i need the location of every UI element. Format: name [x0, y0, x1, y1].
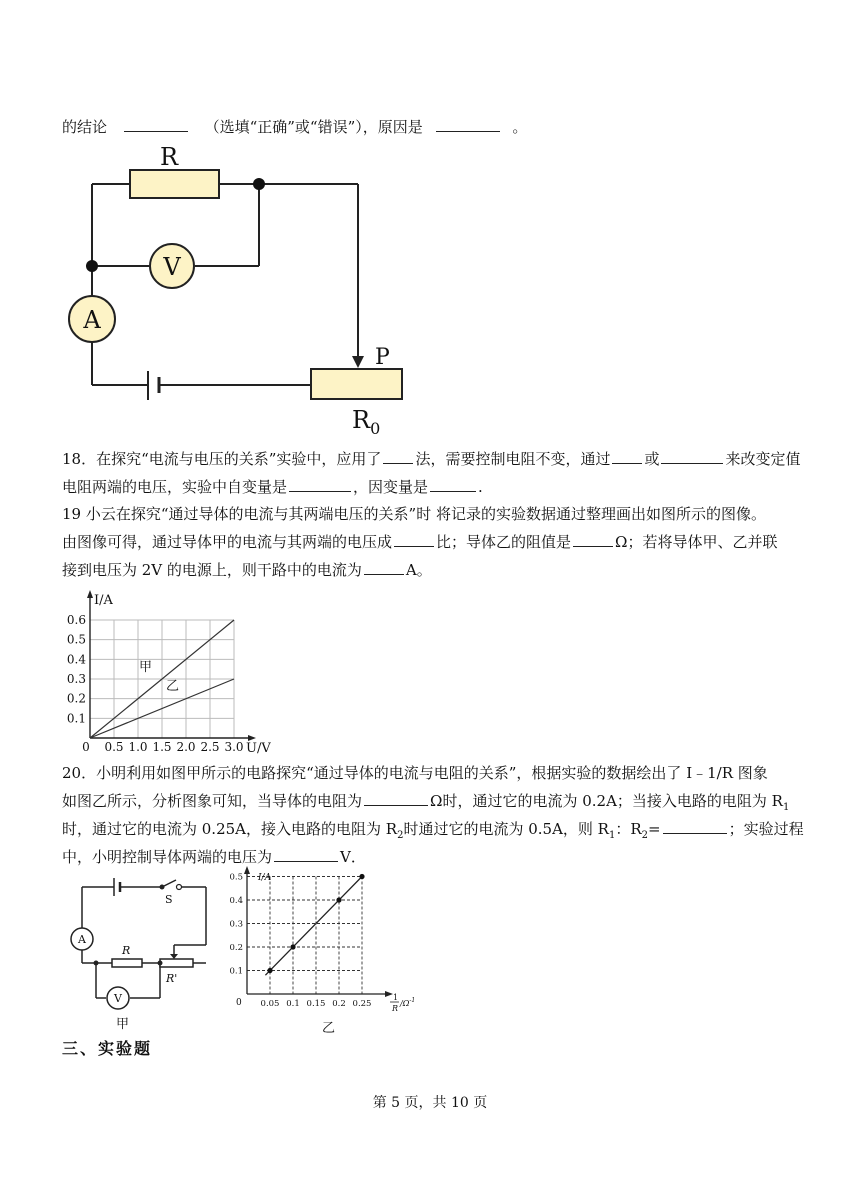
rheostat-label: R' — [166, 972, 178, 985]
x-tick-label: 0.1 — [286, 999, 300, 1009]
i-vs-inverse-r-graph — [225, 862, 430, 1040]
y-tick-label: 0.4 — [66, 652, 86, 667]
y-axis-arrow — [244, 866, 250, 874]
page-footer: 第 5 页，共 10 页 — [372, 1095, 488, 1111]
answer-blank — [663, 818, 727, 834]
x-tick-label: 0.05 — [260, 999, 280, 1009]
answer-blank — [430, 476, 476, 492]
y-axis-label: I/A — [258, 873, 272, 883]
y-axis-arrow — [87, 590, 93, 598]
x-tick-label: 1.0 — [128, 740, 148, 754]
origin-label: 0 — [236, 998, 242, 1008]
question-20-line-3: 时，通过它的电流为 0.25A，接入电路的电阻为 $R_2$时通过它的电流为 0.5A，则 $R_1$：$R_2=$ ；实验过程 — [62, 820, 804, 841]
voltmeter-label: V — [163, 253, 181, 281]
junction-dot — [158, 961, 163, 966]
x-tick-label: 0 — [82, 740, 90, 754]
iu-graph — [56, 586, 286, 758]
question-18-line-2: 电阻两端的电压，实验中自变量是 ，因变量是 . — [62, 478, 483, 496]
x-tick-label: 0.5 — [104, 740, 124, 754]
y-tick-label: 0.2 — [229, 943, 243, 953]
switch-label: S — [165, 893, 173, 906]
chart-axes — [244, 866, 393, 997]
rheostat-r0 — [311, 369, 402, 399]
x-axis-label-unit: $/\Omega^{-1}$ — [400, 997, 416, 1008]
switch-pivot — [160, 885, 165, 890]
junction-dot — [253, 178, 265, 190]
chart-tick-labels — [229, 873, 371, 1010]
resistor-label: R — [160, 143, 179, 171]
x-axis-label: U/V — [246, 741, 271, 756]
series-label-jia: 甲 — [139, 660, 153, 675]
figure-caption-yi: 乙 — [322, 1021, 336, 1036]
data-point — [359, 874, 364, 879]
resistor-r — [130, 170, 219, 198]
chart-series — [265, 874, 364, 975]
data-point — [267, 968, 272, 973]
x-tick-label: 2.5 — [200, 740, 220, 754]
data-point — [336, 897, 341, 902]
rheostat-r-prime — [160, 959, 193, 967]
x-axis-label-numerator: 1 — [393, 993, 399, 1002]
y-tick-label: 0.2 — [66, 691, 86, 706]
ammeter-label: A — [78, 933, 86, 946]
x-tick-label: 0.15 — [306, 999, 326, 1009]
question-19-line-2: 由图像可得，通过导体甲的电流与其两端的电压成 比；导体乙的阻值是 Ω；若将导体甲、乙并联 — [62, 533, 778, 551]
question-19-line-3: 接到电压为 2V 的电源上，则干路中的电流为 A。 — [62, 561, 432, 579]
question-20-line-2: 如图乙所示，分析图象可知，当导体的电阻为 Ω时，通过它的电流为 0.2A；当接入电路的电阻为 $R_1$ — [62, 792, 790, 813]
x-tick-label: 1.5 — [152, 740, 172, 754]
rheostat-label: $R_0$ — [352, 406, 381, 438]
question-20-line-1: 20．小明利用如图甲所示的电路探究“通过导体的电流与电阻的关系”，根据实验的数据绘出了 I﹣1/R 图象 — [62, 764, 768, 782]
x-axis-label-denominator: R — [392, 1004, 399, 1013]
answer-blank — [383, 448, 413, 464]
junction-dot — [86, 260, 98, 272]
x-tick-label: 2.0 — [176, 740, 196, 754]
question-18-line-1: 18．在探究“电流与电压的关系”实验中，应用了 法，需要控制电阻不变，通过 或 来改变定值 — [62, 450, 801, 468]
circuit-diagram-1 — [0, 0, 860, 450]
x-tick-label: 0.2 — [332, 999, 346, 1009]
answer-blank — [289, 476, 351, 492]
intro-line: 的结论 （选填“正确”或“错误”），原因是 。 — [62, 118, 528, 136]
voltmeter-label: V — [114, 992, 122, 1005]
answer-blank — [364, 559, 404, 575]
answer-blank — [364, 790, 428, 806]
answer-blank — [661, 448, 723, 464]
y-tick-label: 0.5 — [66, 632, 86, 647]
data-point — [290, 944, 295, 949]
answer-blank — [612, 448, 642, 464]
section-title: 三、实验题 — [62, 1039, 153, 1058]
junction-dot — [94, 961, 99, 966]
answer-blank — [573, 531, 613, 547]
x-tick-label: 3.0 — [224, 740, 244, 754]
y-tick-label: 0.1 — [229, 966, 243, 977]
switch-contact — [177, 885, 182, 890]
question-20-line-4: 中，小明控制导体两端的电压为 V． — [62, 848, 366, 866]
figure-caption-jia: 甲 — [116, 1017, 130, 1032]
answer-blank — [394, 531, 434, 547]
y-axis-label: I/A — [94, 593, 113, 608]
y-tick-label: 0.4 — [229, 896, 243, 906]
circuit-diagram-2 — [60, 870, 230, 1035]
y-tick-label: 0.5 — [229, 872, 243, 883]
slider-label: P — [375, 345, 390, 370]
y-tick-label: 0.1 — [66, 711, 86, 726]
y-tick-label: 0.6 — [66, 613, 86, 627]
resistor-r — [112, 959, 142, 967]
x-tick-label: 0.25 — [352, 999, 372, 1009]
ammeter-label: A — [83, 306, 101, 334]
series-label-yi: 乙 — [166, 679, 180, 694]
y-tick-label: 0.3 — [229, 919, 243, 930]
answer-blank — [274, 846, 338, 862]
y-tick-label: 0.3 — [66, 672, 86, 686]
resistor-label: R — [122, 944, 131, 957]
question-19-line-1: 19 小云在探究“通过导体的电流与其两端电压的关系”时 将记录的实验数据通过整理画出如图所示的图像。 — [62, 505, 766, 523]
series-line — [265, 877, 362, 976]
x-axis-arrow — [385, 991, 393, 997]
